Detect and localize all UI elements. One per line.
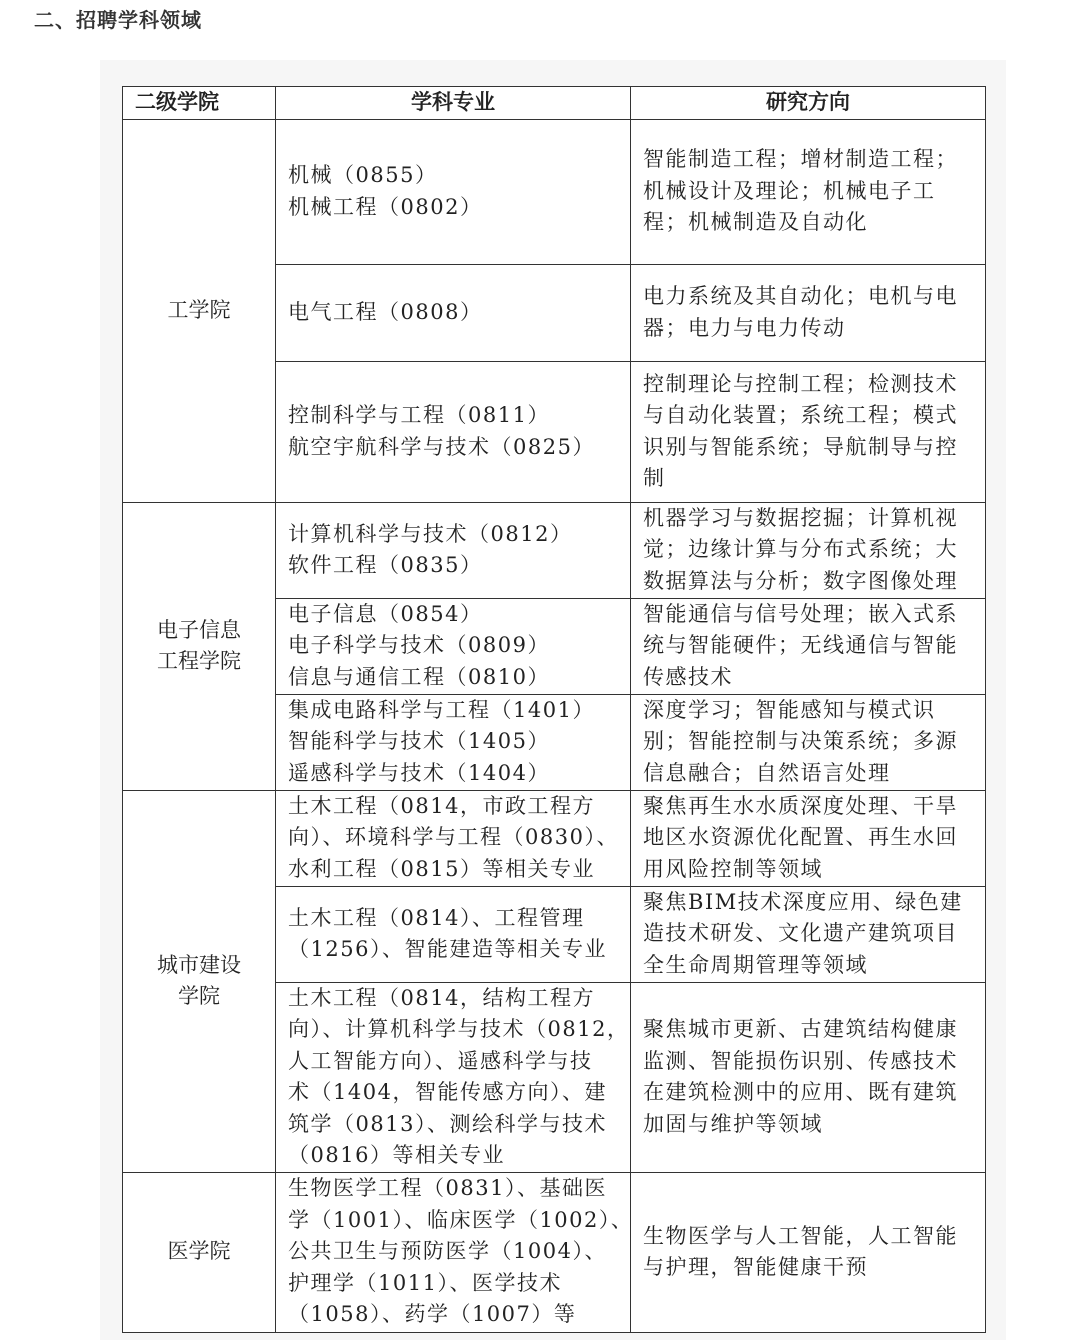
major-line: 信息与通信工程（0810） [288, 664, 550, 689]
major-line: （0816）等相关专业 [288, 1143, 505, 1167]
direction-line: 统与智能硬件；无线通信与智能 [643, 633, 958, 658]
major-cell [276, 982, 631, 1172]
major-line: 软件工程（0835） [288, 553, 483, 577]
direction-cell [631, 790, 986, 886]
direction-line: 觉；边缘计算与分布式系统；大 [643, 537, 958, 562]
direction-line: 传感技术 [643, 664, 733, 689]
direction-cell [631, 982, 986, 1172]
major-line: 机械工程（0802） [288, 194, 483, 219]
major-line: 机械（0855） [288, 163, 438, 187]
direction-line: 加固与维护等领域 [643, 1111, 823, 1136]
table-row [123, 1172, 986, 1332]
major-line: （1058）、药学（1007）等 [288, 1302, 577, 1327]
college-cell [123, 1172, 276, 1332]
direction-cell [631, 886, 986, 982]
major-line: 向）、计算机科学与技术（0812， [288, 1017, 630, 1041]
major-line: 土木工程（0814）、工程管理 [288, 905, 585, 930]
direction-line: 识别与智能系统；导航制导与控 [643, 434, 958, 459]
direction-line: 与护理，智能健康干预 [643, 1255, 868, 1279]
direction-line: 聚焦BIM技术深度应用、绿色建 [643, 889, 963, 914]
direction-cell [631, 502, 986, 598]
major-line: 电子信息（0854） [288, 601, 483, 626]
major-line: 控制科学与工程（0811） [288, 403, 550, 427]
direction-line: 信息融合；自然语言处理 [643, 760, 891, 785]
major-line: 公共卫生与预防医学（1004）、 [288, 1239, 607, 1264]
college-cell [123, 502, 276, 790]
direction-line: 深度学习；智能感知与模式识 [643, 697, 936, 722]
direction-cell [631, 119, 986, 264]
major-line: 向）、环境科学与工程（0830）、 [288, 825, 619, 850]
direction-line: 地区水资源优化配置、再生水回 [643, 825, 958, 850]
college-cell [123, 119, 276, 502]
direction-line: 造技术研发、文化遗产建筑项目 [643, 921, 958, 946]
college-name: 电子信息 [157, 617, 241, 642]
table-row [123, 502, 986, 598]
direction-line: 智能制造工程；增材制造工程； [643, 147, 958, 172]
major-cell [276, 886, 631, 982]
direction-line: 数据算法与分析；数字图像处理 [643, 568, 958, 593]
college-name: 工程学院 [157, 649, 241, 673]
college-name: 工学院 [167, 297, 231, 322]
direction-line: 聚焦城市更新、古建筑结构健康 [643, 1017, 958, 1041]
major-cell [276, 361, 631, 502]
direction-line: 器；电力与电力传动 [643, 315, 846, 340]
direction-line: 监测、智能损伤识别、传感技术 [643, 1048, 958, 1073]
direction-line: 别；智能控制与决策系统；多源 [643, 729, 958, 754]
direction-cell [631, 1172, 986, 1332]
direction-line: 全生命周期管理等领域 [643, 952, 868, 977]
major-line: （1256）、智能建造等相关专业 [288, 937, 607, 961]
direction-cell [631, 598, 986, 694]
direction-line: 电力系统及其自动化；电机与电 [643, 284, 958, 308]
direction-line: 控制理论与控制工程；检测技术 [643, 371, 958, 396]
direction-cell [631, 694, 986, 790]
direction-line: 聚焦再生水水质深度处理、干旱 [643, 793, 958, 818]
college-name: 城市建设 [157, 952, 241, 977]
direction-line: 机械设计及理论；机械电子工 [643, 178, 936, 203]
table-header-row [123, 87, 986, 120]
major-line: 航空宇航科学与技术（0825） [288, 434, 595, 459]
major-cell [276, 119, 631, 264]
major-line: 计算机科学与技术（0812） [288, 521, 573, 546]
direction-line: 机器学习与数据挖掘；计算机视 [643, 505, 958, 530]
discipline-table [122, 86, 986, 1333]
major-cell [276, 598, 631, 694]
major-cell [276, 790, 631, 886]
direction-line: 智能通信与信号处理；嵌入式系 [643, 601, 958, 626]
major-line: 术（1404，智能传感方向）、建 [288, 1080, 607, 1104]
direction-line: 在建筑检测中的应用、既有建筑 [643, 1080, 958, 1104]
major-line: 土木工程（0814，市政工程方 [288, 793, 595, 818]
major-line: 集成电路科学与工程（1401） [288, 697, 595, 722]
major-line: 护理学（1011）、医学技术 [288, 1270, 562, 1295]
major-line: 水利工程（0815）等相关专业 [288, 856, 595, 881]
section-heading: 二、招聘学科领域 [34, 8, 202, 32]
major-line: 筑学（0813）、测绘科学与技术 [288, 1111, 607, 1136]
header-major: 学科专业 [276, 87, 631, 120]
header-direction: 研究方向 [631, 87, 986, 120]
direction-cell [631, 264, 986, 361]
major-cell [276, 694, 631, 790]
major-line: 电气工程（0808） [288, 299, 483, 324]
major-line: 土木工程（0814，结构工程方 [288, 985, 595, 1010]
college-name: 学院 [178, 984, 220, 1008]
major-line: 人工智能方向）、遥感科学与技 [288, 1048, 593, 1073]
direction-line: 用风险控制等领域 [643, 856, 823, 881]
direction-line: 程；机械制造及自动化 [643, 210, 868, 235]
major-line: 学（1001）、临床医学（1002）、 [288, 1207, 634, 1232]
direction-line: 制 [643, 466, 666, 490]
header-college: 二级学院 [123, 87, 276, 120]
major-cell [276, 1172, 634, 1332]
college-cell [123, 790, 276, 1172]
direction-cell [631, 361, 986, 502]
major-cell [276, 264, 631, 361]
table-row [123, 119, 986, 264]
major-line: 智能科学与技术（1405） [288, 729, 550, 754]
direction-line: 生物医学与人工智能，人工智能 [643, 1223, 958, 1248]
table-row [123, 790, 986, 886]
major-line: 电子科学与技术（0809） [288, 633, 550, 658]
major-line: 遥感科学与技术（1404） [288, 760, 550, 785]
major-line: 生物医学工程（0831）、基础医 [288, 1176, 607, 1201]
college-name: 医学院 [167, 1239, 231, 1264]
direction-line: 与自动化装置；系统工程；模式 [643, 403, 958, 427]
major-cell [276, 502, 631, 598]
